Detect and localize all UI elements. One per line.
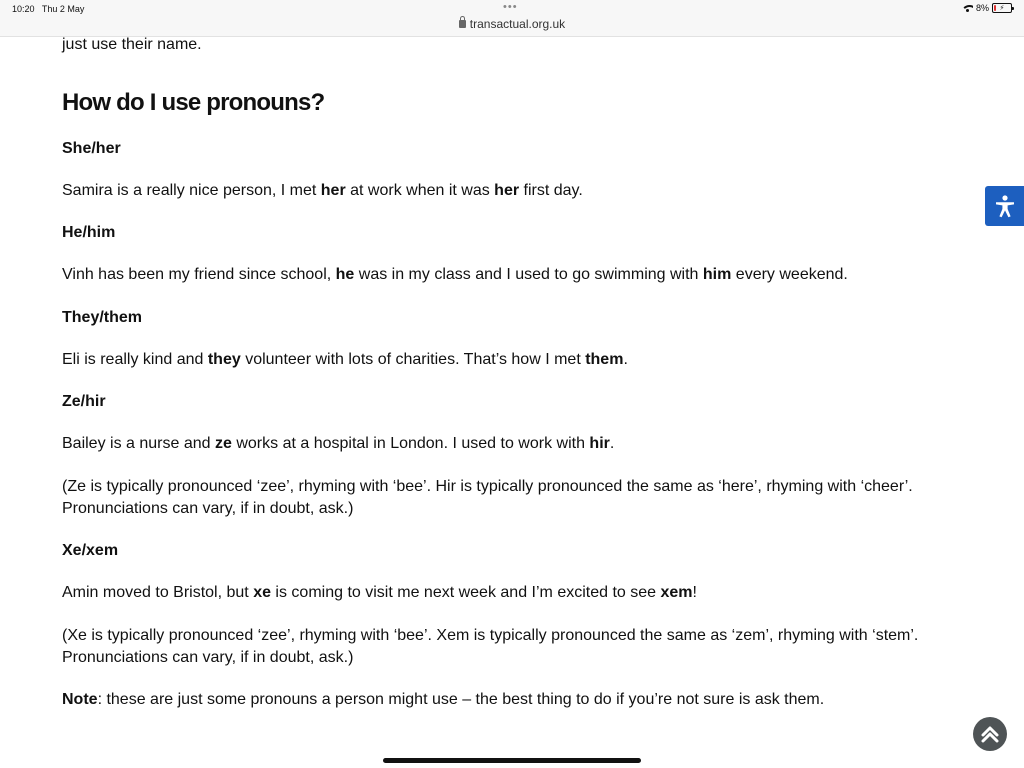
intro-tail: just use their name. bbox=[62, 36, 202, 53]
wifi-icon bbox=[962, 4, 973, 13]
address-bar[interactable] bbox=[0, 17, 1024, 31]
status-date: Thu 2 May bbox=[41, 4, 85, 14]
battery-icon: ⚡ bbox=[992, 3, 1012, 13]
lock-icon bbox=[459, 20, 466, 28]
section-title-he-him: He/him bbox=[62, 224, 116, 241]
accessibility-person-icon bbox=[992, 193, 1018, 219]
multitasking-dots[interactable]: ••• bbox=[503, 1, 518, 13]
home-indicator[interactable] bbox=[383, 758, 641, 763]
note-xe-xem: (Xe is typically pronounced ‘zee’, rhyming with ‘bee’. Xem is typically pronounced the same as ‘zem’, rhyming with ‘stem’. Pronunciations can vary, if in doubt, ask.) bbox=[62, 627, 919, 666]
section-title-ze-hir: Ze/hir bbox=[62, 393, 106, 410]
battery-percent: 8% bbox=[975, 3, 989, 13]
accessibility-button[interactable] bbox=[985, 186, 1024, 226]
status-right bbox=[962, 3, 1012, 13]
section-title-she-her: She/her bbox=[62, 140, 121, 157]
status-time: 10:20 bbox=[12, 4, 35, 14]
example-she-her: Samira is a really nice person, I met her at work when it was her first day. bbox=[62, 182, 583, 199]
scroll-to-top-button[interactable] bbox=[973, 717, 1007, 751]
chevron-up-icon bbox=[979, 723, 1001, 745]
example-ze-hir: Bailey is a nurse and ze works at a hospital in London. I used to work with hir. bbox=[62, 435, 615, 452]
final-note-label: Note bbox=[62, 691, 98, 708]
browser-status-bar bbox=[0, 0, 1024, 37]
page-heading: How do I use pronouns? bbox=[62, 89, 325, 116]
url-text: transactual.org.uk bbox=[469, 17, 566, 31]
example-xe-xem: Amin moved to Bristol, but xe is coming to visit me next week and I’m excited to see xem! bbox=[62, 584, 697, 601]
final-note-text: : these are just some pronouns a person might use – the best thing to do if you’re not sure is ask them. bbox=[97, 691, 825, 708]
status-time-date bbox=[12, 4, 84, 14]
section-title-xe-xem: Xe/xem bbox=[62, 542, 119, 559]
note-ze-hir: (Ze is typically pronounced ‘zee’, rhyming with ‘bee’. Hir is typically pronounced the same as ‘here’, rhyming with ‘cheer’. Pronunciations can vary, if in doubt, ask.) bbox=[62, 478, 913, 517]
example-they-them: Eli is really kind and they volunteer with lots of charities. That’s how I met them. bbox=[62, 351, 628, 368]
final-note bbox=[62, 689, 962, 711]
section-title-they-them: They/them bbox=[62, 309, 143, 326]
example-he-him: Vinh has been my friend since school, he was in my class and I used to go swimming with him every weekend. bbox=[62, 266, 848, 283]
